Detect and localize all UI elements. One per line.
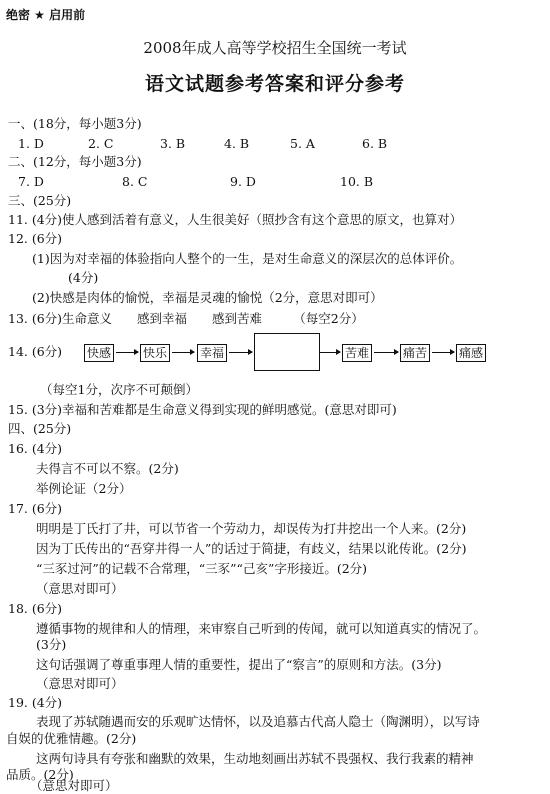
answer-2: 2. C [88, 136, 114, 151]
arrow-2 [172, 352, 194, 353]
q17-answer-a: 明明是丁氏打了井，可以节省一个劳动力，却误传为打井挖出一个人来。(2分) [36, 521, 467, 536]
q16-answer-a: 夫得言不可以不察。(2分) [36, 461, 179, 476]
q18-answer-a-score: (3分) [36, 637, 67, 652]
arrow-1 [116, 352, 138, 353]
q18-answer-a: 遵循事物的规律和人的情理，来审察自己听到的传闻，就可以知道真实的情况了。 [36, 621, 487, 636]
q14-box-kunan: 苦难 [342, 344, 372, 362]
answer-9: 9. D [230, 174, 256, 189]
section-3-heading: 三、(25分) [8, 193, 72, 208]
q19-answer-a-cont: 自娱的优雅情趣。(2分) [6, 731, 137, 746]
q18-answer-b: 这句话强调了尊重事理人情的重要性，提出了“察言”的原则和方法。(3分) [36, 657, 442, 672]
document-title: 语文试题参考答案和评分参考 [144, 73, 405, 95]
q19-answer-a: 表现了苏轼随遇而安的乐观旷达情怀，以及追慕古代高人隐士（陶渊明），以写诗 [36, 714, 480, 729]
q19-note: （意思对即可） [30, 778, 118, 793]
q15-answer: 15. (3分)幸福和苦难都是生命意义得到实现的鲜明感觉。(意思对即可) [8, 402, 397, 417]
q14-box-tonggan: 痛感 [456, 344, 486, 362]
q19-label: 19. (4分) [8, 695, 63, 710]
answer-5: 5. A [290, 136, 315, 151]
q14-blank-box [254, 333, 320, 371]
answer-3: 3. B [160, 136, 186, 151]
q12-part1: (1)因为对幸福的体验指向人整个的一生，是对生命意义的深层次的总体评价。 [32, 251, 463, 266]
q18-note: （意思对即可） [36, 676, 124, 691]
arrow-4 [320, 352, 340, 353]
answer-1: 1. D [18, 136, 44, 151]
q12-label: 12. (6分) [8, 231, 63, 246]
answer-4: 4. B [224, 136, 250, 151]
q17-label: 17. (6分) [8, 501, 63, 516]
q17-note: （意思对即可） [36, 581, 124, 596]
arrow-6 [432, 352, 454, 353]
q14-label: 14. (6分) [8, 344, 63, 359]
confidential-header: 绝密 ★ 启用前 [6, 8, 86, 22]
q12-part1-score: (4分) [68, 270, 99, 285]
q14-box-kuaile: 快乐 [140, 344, 170, 362]
q14-box-tongku: 痛苦 [400, 344, 430, 362]
q14-note: （每空1分，次序不可颠倒） [40, 382, 198, 397]
section-1-answers [0, 136, 550, 152]
q19-answer-b: 这两句诗具有夸张和幽默的效果，生动地刻画出苏轼不畏强权、我行我素的精神 [36, 751, 474, 766]
answer-6: 6. B [362, 136, 388, 151]
q16-label: 16. (4分) [8, 441, 63, 456]
q11-answer: 11. (4分)使人感到活着有意义，人生很美好（照抄含有这个意思的原文，也算对） [8, 212, 463, 227]
answer-7: 7. D [18, 174, 44, 189]
arrow-3 [229, 352, 252, 353]
q17-answer-b: 因为丁氏传出的“吾穿井得一人”的话过于简捷，有歧义，结果以讹传讹。(2分) [36, 541, 467, 556]
section-1-heading: 一、(18分，每小题3分) [8, 116, 142, 131]
answer-8: 8. C [122, 174, 148, 189]
q14-box-xingfu: 幸福 [197, 344, 227, 362]
q18-label: 18. (6分) [8, 601, 63, 616]
q19-answer-b-cont: 品质。(2分) [6, 767, 74, 782]
arrow-5 [374, 352, 398, 353]
exam-title: 2008年成人高等学校招生全国统一考试 [143, 39, 407, 57]
q12-part2: (2)快感是肉体的愉悦，幸福是灵魂的愉悦（2分，意思对即可） [32, 290, 383, 305]
q17-answer-c: “三豕过河”的记载不合常理，“三豕”“己亥”字形接近。(2分) [36, 561, 368, 576]
section-2-heading: 二、(12分，每小题3分) [8, 154, 142, 169]
q14-box-kuaigan: 快感 [84, 344, 114, 362]
q13-answer: 13. (6分)生命意义 感到幸福 感到苦难 （每空2分） [8, 311, 364, 326]
section-2-answers [0, 174, 550, 190]
answer-10: 10. B [340, 174, 374, 189]
q16-answer-b: 举例论证（2分） [36, 481, 132, 496]
section-4-heading: 四、(25分) [8, 421, 72, 436]
